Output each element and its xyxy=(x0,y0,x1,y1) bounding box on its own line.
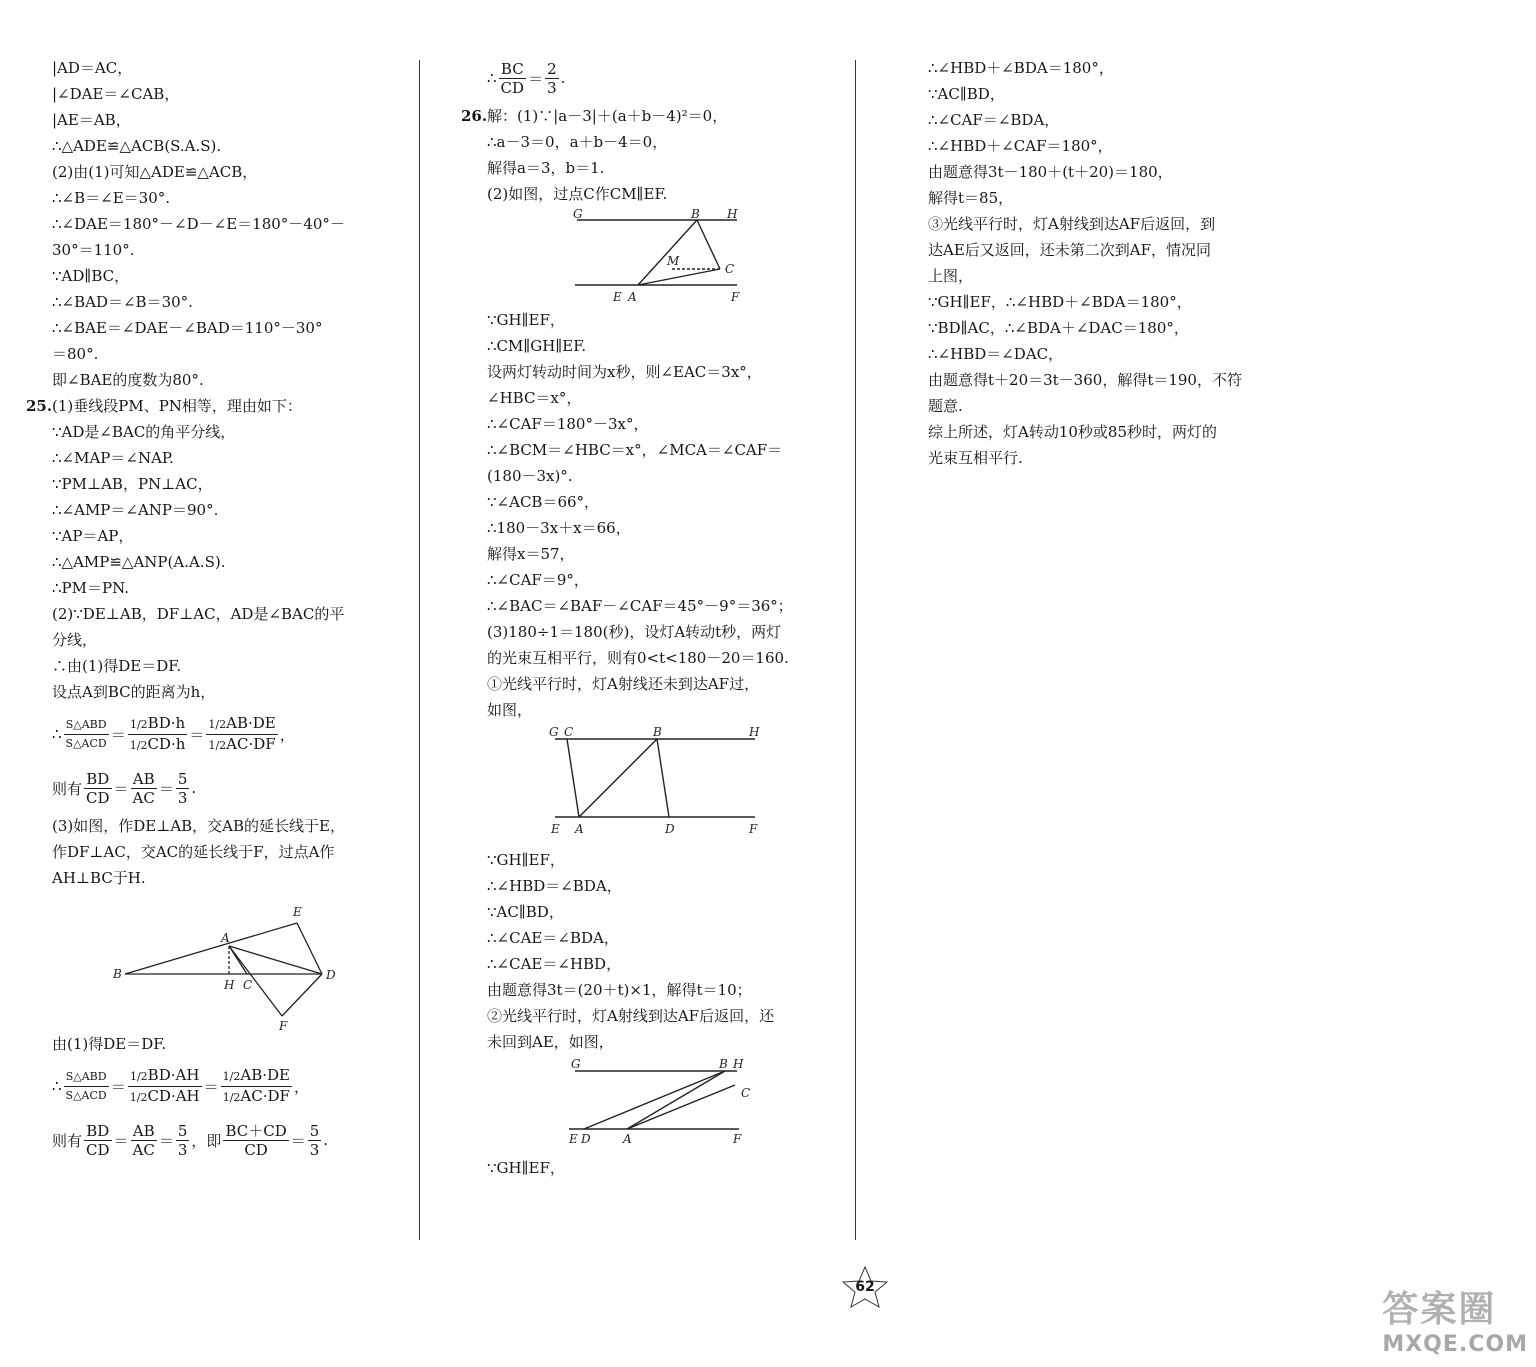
text-line: 即∠BAE的度数为80°. xyxy=(52,371,204,389)
text-line: ∵GH∥EF， xyxy=(487,1159,565,1177)
point-label-b: B xyxy=(691,207,700,221)
page-number xyxy=(840,1265,890,1310)
text-line: ∵GH∥EF，∴∠HBD＋∠BDA＝180°， xyxy=(928,293,1192,311)
fraction-numerator: 5 xyxy=(309,1121,320,1140)
text-line: 上图， xyxy=(928,267,974,285)
point-label-e: E xyxy=(613,290,622,304)
fraction-denominator: AC xyxy=(132,788,155,807)
text-line: ∴∠CAF＝180°－3x°， xyxy=(487,415,649,433)
text-line: (2)由(1)可知△ADE≌△ACB， xyxy=(52,163,258,181)
fraction-denominator: 3 xyxy=(309,1140,320,1159)
question-25-line xyxy=(26,393,402,419)
point-label-f: F xyxy=(749,822,758,836)
point-label-a: A xyxy=(575,822,584,836)
point-label-h: H xyxy=(224,978,235,992)
watermark-logo xyxy=(1382,1281,1528,1357)
fraction-denominator: 3 xyxy=(177,788,188,807)
fraction-numerator: 5 xyxy=(177,1121,188,1140)
text-line: 由题意得3t＝(20＋t)×1，解得t＝10； xyxy=(487,981,752,999)
text-line: |∠DAE＝∠CAB， xyxy=(52,85,180,103)
fraction-numerator xyxy=(128,714,188,735)
fraction-term: CD·AH xyxy=(147,1086,200,1105)
text-line: ＝80°. xyxy=(52,345,99,363)
text-line: ∴∠HBD＝∠DAC， xyxy=(928,345,1064,363)
text-line: 解得t＝85， xyxy=(928,189,1014,207)
half-coefficient: 1/2 xyxy=(129,717,148,731)
fraction-denominator xyxy=(128,735,188,755)
formula-prefix: 则有 xyxy=(52,779,83,798)
point-label-d: D xyxy=(326,968,336,982)
half-coefficient: 1/2 xyxy=(129,738,148,752)
column-3 xyxy=(928,55,1278,471)
fraction-term: BD·h xyxy=(147,713,186,732)
text-line: ∵BD∥AC，∴∠BDA＋∠DAC＝180°， xyxy=(928,319,1189,337)
text-line: ∴∠HBD＝∠BDA， xyxy=(487,877,622,895)
text-line: (180－3x)°. xyxy=(487,467,573,485)
text-line: ③光线平行时，灯A射线到达AF后返回，到 xyxy=(928,215,1216,233)
text-line: (3)如图，作DE⊥AB，交AB的延长线于E， xyxy=(52,817,345,835)
point-label-h: H xyxy=(749,725,760,739)
text-line: ∵AD是∠BAC的角平分线， xyxy=(52,423,236,441)
half-coefficient: 1/2 xyxy=(222,1090,241,1104)
point-label-e: E xyxy=(551,822,560,836)
text-line: ∴∠BCM＝∠HBC＝x°，∠MCA＝∠CAF＝ xyxy=(487,441,783,459)
text-line: ∵PM⊥AB，PN⊥AC， xyxy=(52,475,213,493)
text-line: ∴∠DAE＝180°－∠D－∠E＝180°－40°－ xyxy=(52,215,345,233)
text-line: 由题意得t＋20＝3t－360，解得t＝190，不符 xyxy=(928,371,1242,389)
text-line: 如图， xyxy=(487,701,533,719)
fraction-denominator: 3 xyxy=(177,1140,188,1159)
text-line: (2)如图，过点C作CM∥EF. xyxy=(487,185,668,203)
fraction-term: AC·DF xyxy=(240,1086,290,1105)
fraction-denominator xyxy=(221,1087,292,1107)
text-line: ∵AC∥BD， xyxy=(928,85,1005,103)
text-line: 未回到AE，如图， xyxy=(487,1033,614,1051)
text-line: ∴∠AMP＝∠ANP＝90°. xyxy=(52,501,219,519)
text-line: |AD＝AC， xyxy=(52,59,133,77)
figure-parallel-lines-case2 xyxy=(527,1055,827,1155)
text-line: 综上所述，灯A转动10秒或85秒时，两灯的 xyxy=(928,423,1218,441)
text-line: ∴∠CAF＝∠BDA， xyxy=(928,111,1060,129)
text-line: ∴∠CAF＝9°， xyxy=(487,571,589,589)
formula-prefix: ∴ xyxy=(487,69,497,87)
formula-end: . xyxy=(323,1131,329,1149)
fraction-numerator xyxy=(206,714,277,735)
column-2 xyxy=(461,55,842,1181)
fraction-numerator: BD xyxy=(84,1122,112,1141)
formula-end: . xyxy=(191,779,197,797)
fraction-denominator: CD xyxy=(500,78,525,97)
fraction-numerator: BC＋CD xyxy=(225,1121,287,1140)
text-line: ∴∠BAE＝∠DAE－∠BAD＝110°－30° xyxy=(52,319,323,337)
point-label-b: B xyxy=(719,1057,728,1071)
text-line: ∴∠HBD＋∠BDA＝180°， xyxy=(928,59,1114,77)
fraction-numerator xyxy=(221,1066,292,1087)
text-line: ∴a－3＝0，a＋b－4＝0， xyxy=(487,133,668,151)
fraction-denominator: CD xyxy=(86,1140,110,1159)
fraction-numerator: 2 xyxy=(547,59,557,78)
ratio-formula-4: 则有 $\frac{BD}{CD}$ ＝ $\frac{AB}{AC}$ ＝ $\frac{5}{3}$ ，即 $\frac{BC+CD}{CD}$ ＝ $\frac{5}{3}$ . xyxy=(52,1121,329,1159)
fraction-denominator: 3 xyxy=(547,78,557,97)
column-1 xyxy=(26,55,402,1165)
point-label-h: H xyxy=(733,1057,744,1071)
fraction-denominator: AC xyxy=(132,1140,155,1159)
text-line: 达AE后又返回，还未第二次到AF，情况同 xyxy=(928,241,1212,259)
point-label-e: E xyxy=(569,1132,578,1146)
fraction-denominator xyxy=(128,1087,202,1107)
text-line: (2)∵DE⊥AB，DF⊥AC，AD是∠BAC的平 xyxy=(52,605,345,623)
question-number: 26. xyxy=(461,107,488,125)
text-line: ∠HBC＝x°， xyxy=(487,389,582,407)
fraction-denominator xyxy=(206,735,277,755)
formula-connector: ，即 xyxy=(191,1131,222,1150)
fraction-term: BD·AH xyxy=(147,1065,200,1084)
point-label-g: G xyxy=(571,1057,581,1071)
text-line: 题意. xyxy=(928,397,963,415)
text-line: 分线， xyxy=(52,631,98,649)
half-coefficient: 1/2 xyxy=(129,1090,148,1104)
ratio-formula-2: 则有 $\frac{BD}{CD}$ ＝ $\frac{AB}{AC}$ ＝ $\frac{5}{3}$ . xyxy=(52,769,197,807)
question-26-line xyxy=(461,103,842,129)
fraction-denominator: CD xyxy=(86,788,110,807)
fraction-term: AB·DE xyxy=(240,1065,290,1084)
formula-prefix: 则有 xyxy=(52,1131,83,1150)
fraction-term: AB·DE xyxy=(226,713,276,732)
point-label-a: A xyxy=(221,931,230,945)
text-line: (1)垂线段PM、PN相等，理由如下： xyxy=(52,397,302,415)
text-line: (3)180÷1＝180(秒)，设灯A转动t秒，两灯 xyxy=(487,623,782,641)
text-line: 由题意得3t－180＋(t＋20)＝180， xyxy=(928,163,1173,181)
text-line: ∴∠MAP＝∠NAP. xyxy=(52,449,174,467)
half-coefficient: 1/2 xyxy=(208,717,227,731)
point-label-d: D xyxy=(581,1132,591,1146)
fraction-numerator: 5 xyxy=(177,769,188,788)
watermark-logo-text: 答案圈 xyxy=(1382,1289,1497,1330)
point-label-f: F xyxy=(279,1019,288,1031)
point-label-b: B xyxy=(653,725,662,739)
text-line: ∴∠B＝∠E＝30°. xyxy=(52,189,171,207)
text-line: AH⊥BC于H. xyxy=(52,869,146,887)
point-label-m: M xyxy=(667,254,680,268)
text-line: ∴由(1)得DE＝DF. xyxy=(52,657,182,675)
point-label-g: G xyxy=(573,207,583,221)
text-line: ∵AP＝AP， xyxy=(52,527,134,545)
point-label-a: A xyxy=(623,1132,632,1146)
fraction-numerator: AB xyxy=(131,770,157,789)
text-line: ∴180－3x＋x＝66， xyxy=(487,519,631,537)
figure-parallel-lines-m xyxy=(527,207,827,307)
area-ratio-formula-1: ∴ $\frac{\text{S△ABD}}{\text{S△ACD}}$ ＝ $\frac{1/2BD\cdot h}{1/2CD\cdot h}$ ＝ $\frac{1/2AB\cdot DE}{1/2AC\cdot DF}$ ， xyxy=(52,713,295,753)
text-line: 解：(1)∵|a－3|＋(a＋b－4)²＝0， xyxy=(487,107,728,125)
column-divider-right xyxy=(855,60,856,1240)
text-line: ∴CM∥GH∥EF. xyxy=(487,337,587,355)
fraction-term: CD·h xyxy=(147,734,186,753)
question-number: 25. xyxy=(26,397,53,415)
fraction-denominator: S△ACD xyxy=(65,1088,107,1102)
page-number-text: 62 xyxy=(855,1279,875,1295)
fraction-term: AC·DF xyxy=(226,734,276,753)
half-coefficient: 1/2 xyxy=(129,1069,148,1083)
point-label-h: H xyxy=(727,207,738,221)
point-label-d: D xyxy=(665,822,675,836)
point-label-f: F xyxy=(733,1132,742,1146)
fraction-numerator: S△ABD xyxy=(64,716,109,735)
text-line: ∵AC∥BD， xyxy=(487,903,564,921)
fraction-numerator: S△ABD xyxy=(64,1068,109,1087)
fraction-denominator: S△ACD xyxy=(65,736,107,750)
text-line: 作DF⊥AC，交AC的延长线于F，过点A作 xyxy=(52,843,335,861)
text-line: 解得x＝57， xyxy=(487,545,575,563)
column-divider-left xyxy=(419,60,420,1240)
point-label-a: A xyxy=(628,290,637,304)
text-line: 的光束互相平行，则有0<t<180－20＝160. xyxy=(487,649,789,667)
ratio-formula-bc-cd: ∴ $\frac{BC}{CD}$ ＝ $\frac{2}{3}$ . xyxy=(487,59,566,97)
text-line: ∴∠HBD＋∠CAF＝180°， xyxy=(928,137,1113,155)
fraction-numerator: BC xyxy=(499,60,527,79)
text-line: ∴∠CAE＝∠HBD， xyxy=(487,955,622,973)
point-label-c: C xyxy=(564,725,574,739)
figure-parallel-lines-case1 xyxy=(527,723,827,847)
text-line: 设点A到BC的距离为h， xyxy=(52,683,216,701)
point-label-c: C xyxy=(741,1086,751,1100)
text-line: |AE＝AB， xyxy=(52,111,131,129)
half-coefficient: 1/2 xyxy=(208,738,227,752)
point-label-b: B xyxy=(113,967,122,981)
text-line: ∴∠BAC＝∠BAF－∠CAF＝45°－9°＝36°； xyxy=(487,597,793,615)
text-line: ∵AD∥BC， xyxy=(52,267,130,285)
point-label-g: G xyxy=(549,725,559,739)
text-line: 光束互相平行. xyxy=(928,449,1023,467)
text-line: 设两灯转动时间为x秒，则∠EAC＝3x°， xyxy=(487,363,762,381)
fraction-numerator: AB xyxy=(131,1122,157,1141)
text-line: ∴∠BAD＝∠B＝30°. xyxy=(52,293,193,311)
text-line: ∵GH∥EF， xyxy=(487,851,565,869)
area-ratio-formula-3: ∴ $\frac{\text{S△ABD}}{\text{S△ACD}}$ ＝ $\frac{1/2BD\cdot AH}{1/2CD\cdot AH}$ ＝ $\frac{1/2AB\cdot DE}{1/2AC\cdot DF}$ ， xyxy=(52,1065,309,1105)
text-line: 由(1)得DE＝DF. xyxy=(52,1035,167,1053)
fraction-numerator xyxy=(128,1066,202,1087)
watermark-url: MXQE.COM xyxy=(1382,1332,1528,1357)
point-label-e: E xyxy=(293,905,302,919)
fraction-numerator: BD xyxy=(84,770,112,789)
text-line: ∵∠ACB＝66°， xyxy=(487,493,600,511)
text-line: ∴∠CAE＝∠BDA， xyxy=(487,929,619,947)
point-label-c: C xyxy=(243,978,253,992)
formula-end: . xyxy=(560,69,566,87)
fraction-denominator: CD xyxy=(244,1140,268,1159)
point-label-c: C xyxy=(725,262,735,276)
text-line: 30°＝110°. xyxy=(52,241,135,259)
text-line: ∴△AMP≌△ANP(A.A.S). xyxy=(52,553,226,571)
text-line: ∴△ADE≌△ACB(S.A.S). xyxy=(52,137,222,155)
text-line: ①光线平行时，灯A射线还未到达AF过， xyxy=(487,675,760,693)
text-line: ②光线平行时，灯A射线到达AF后返回，还 xyxy=(487,1007,775,1025)
half-coefficient: 1/2 xyxy=(222,1069,241,1083)
text-line: ∴PM＝PN. xyxy=(52,579,130,597)
text-line: ∵GH∥EF， xyxy=(487,311,565,329)
figure-triangle-abd xyxy=(107,891,367,1031)
text-line: 解得a＝3，b＝1. xyxy=(487,159,605,177)
point-label-f: F xyxy=(731,290,740,304)
